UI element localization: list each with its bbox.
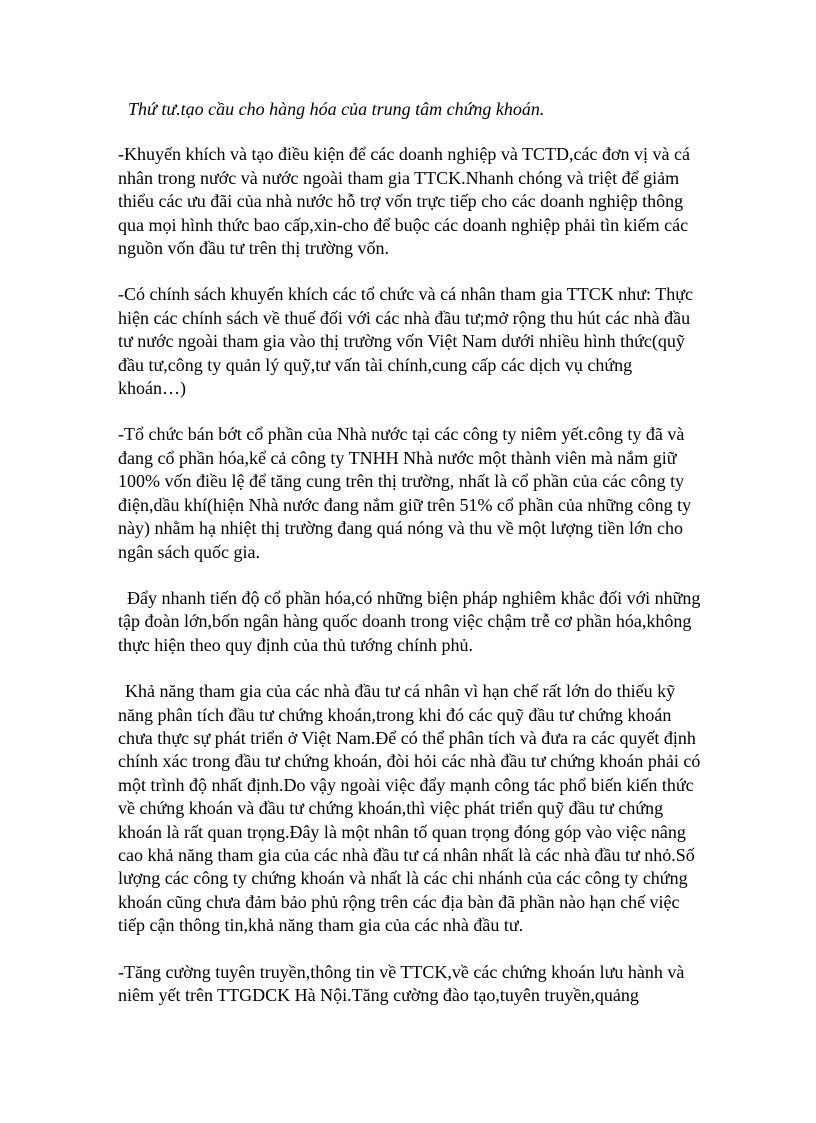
paragraph-incentive-policies: -Có chính sách khuyến khích các tổ chức và cá nhân tham gia TTCK như: Thực hiện các chính sách về thuế đối với các nhà đầu tư;mở rộng thu hút các nhà đầu tư nước ngoài tham gia vào thị trường vốn Việt Nam dưới nhiều hình thức(quỹ đầu tư,công ty quản lý quỹ,tư vấn tài chính,cung cấp các dịch vụ chứng khoán…) bbox=[118, 284, 693, 399]
paragraph-accelerate-equitization: Đẩy nhanh tiến độ cổ phần hóa,có những biện pháp nghiêm khắc đối với những tập đoàn lớn,bốn ngân hàng quốc doanh trong việc chậm trễ cơ phần hóa,không thực hiện theo quy định của thủ tướng chính phủ. bbox=[118, 587, 701, 655]
paragraph-sell-state-shares: -Tổ chức bán bớt cổ phần của Nhà nước tại các công ty niêm yết.công ty đã và đang cổ phần hóa,kể cả công ty TNHH Nhà nước một thành viên mà nắm giữ 100% vốn điều lệ để tăng cung trên thị trường, nhất là cổ phần của các công ty điện,dầu khí(hiện Nhà nước đang nắm giữ trên 51% cổ phần của những công ty này) nhằm hạ nhiệt thị trường đang quá nóng và thu về một lượng tiền lớn cho ngân sách quốc gia. bbox=[118, 424, 692, 562]
section-heading: Thứ tư.tạo cầu cho hàng hóa của trung tâm chứng khoán. bbox=[128, 99, 545, 119]
paragraph-propaganda: -Tăng cường tuyên truyền,thông tin về TTCK,về các chứng khoán lưu hành và niêm yết trên TTGDCK Hà Nội.Tăng cường đào tạo,tuyên truyền,quảng bbox=[118, 961, 685, 1005]
paragraph-individual-investors: Khả năng tham gia của các nhà đầu tư cá nhân vì hạn chế rất lớn do thiếu kỹ năng phân tích đầu tư chứng khoán,trong khi đó các quỹ đầu tư chứng khoán chưa thực sự phát triển ở Việt Nam.Để có thể phân tích và đưa ra các quyết định chính xác trong đầu tư chứng khoán, đòi hỏi các nhà đầu tư chứng khoán phải có một trình độ nhất định.Do vậy ngoài việc đẩy mạnh công tác phổ biến kiến thức về chứng khoán và đầu tư chứng khoán,thì việc phát triển quỹ đầu tư chứng khoán là rất quan trọng.Đây là một nhân tố quan trọng đóng góp vào việc nâng cao khả năng tham gia của các nhà đầu tư cá nhân nhất là các nhà đầu tư nhỏ.Số lượng các công ty chứng khoán và nhất là các chi nhánh của các công ty chứng khoán cũng chưa đảm bảo phủ rộng trên các địa bàn đã phần nào hạn chế việc tiếp cận thông tin,khả năng tham gia của các nhà đầu tư. bbox=[118, 681, 701, 936]
document-body bbox=[118, 98, 702, 1030]
paragraph-encourage-enterprises: -Khuyến khích và tạo điều kiện để các doanh nghiệp và TCTD,các đơn vị và cá nhân trong nước và nước ngoài tham gia TTCK.Nhanh chóng và triệt để giảm thiểu các ưu đãi của nhà nước hỗ trợ vốn trực tiếp cho các doanh nghiệp thông qua mọi hình thức bao cấp,xin-cho để buộc các doanh nghiệp phải tìn kiếm các nguồn vốn đầu tư trên thị trường vốn. bbox=[118, 144, 690, 259]
